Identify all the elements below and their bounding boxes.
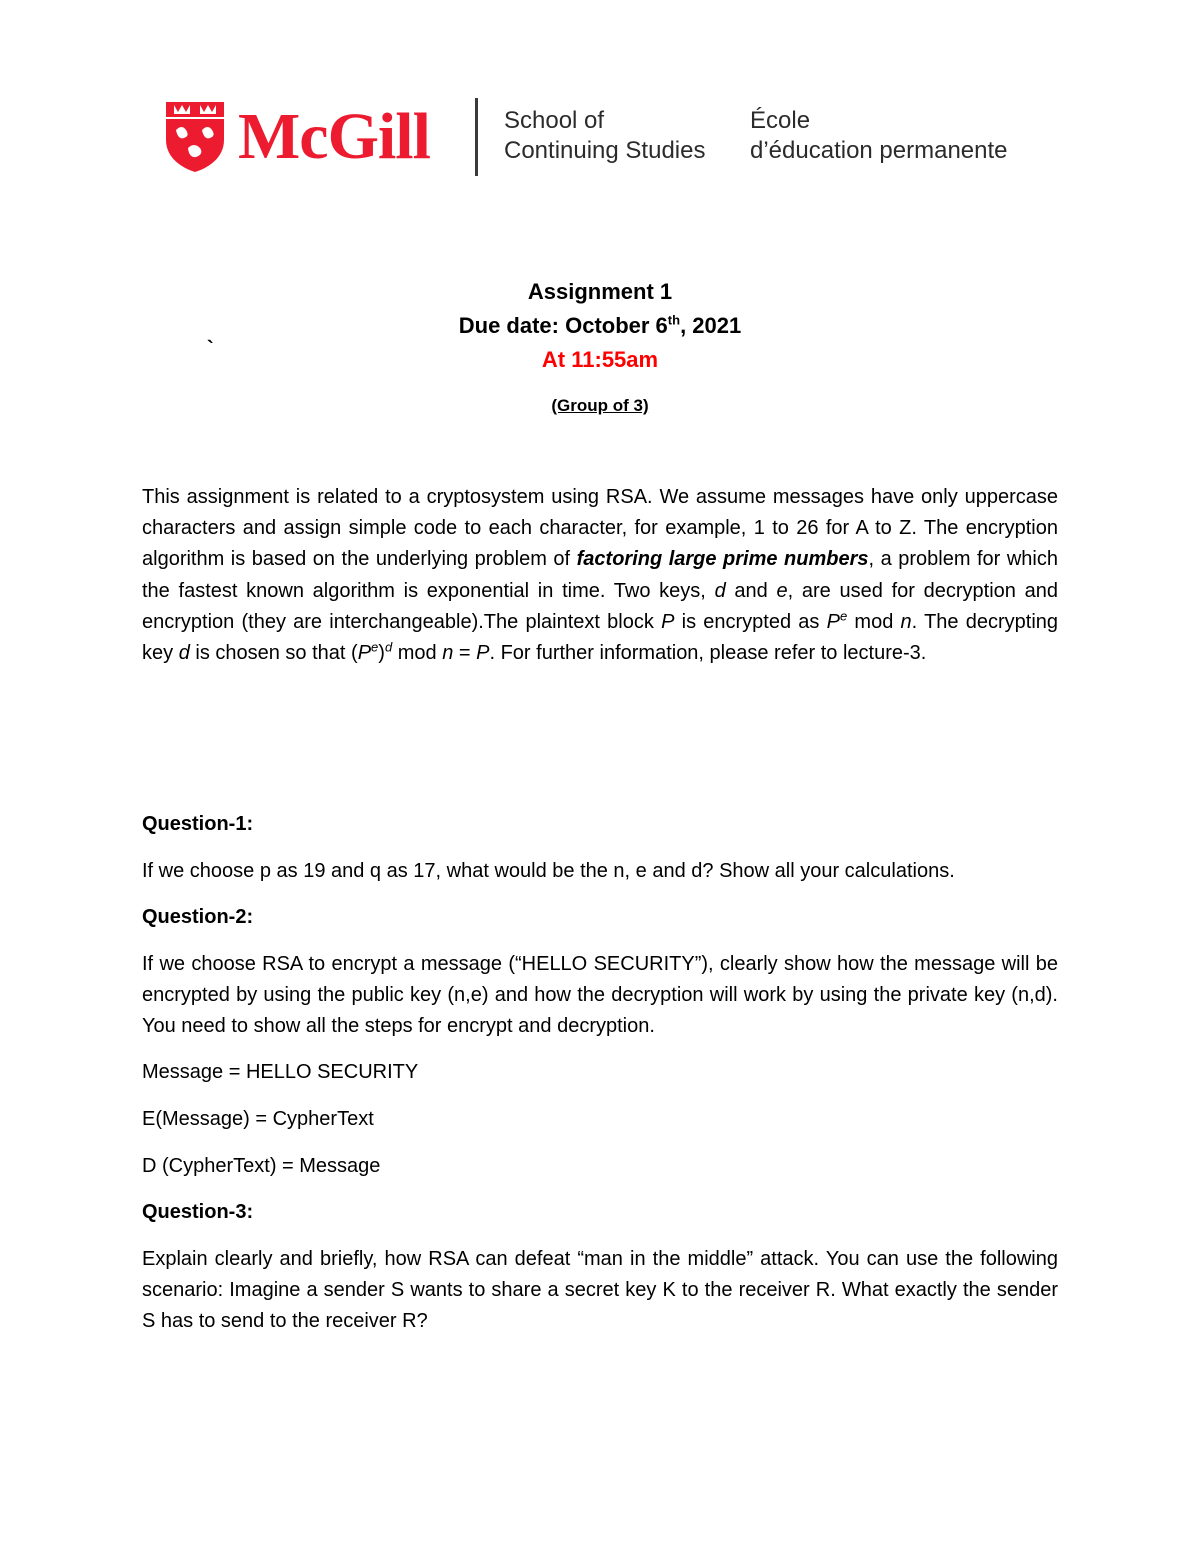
stray-mark: `	[207, 338, 214, 360]
intro-sup-e: e	[839, 608, 848, 624]
school-en-line1: School of	[504, 107, 605, 134]
intro-var-d: d	[714, 579, 726, 602]
intro-equals: =	[453, 642, 477, 665]
intro-text-1: This assignment is related to a cryptosystem using RSA. We assume messages have only uppercase characters and assign simple code to each character, for example, 1 to 26 for A to Z. The encryption algorithm is based on the underlying problem of	[142, 486, 1058, 571]
question-2-text: If we choose RSA to encrypt a message (“HELLO SECURITY”), clearly show how the message will be encrypted by using the public key (n,e) and how the decryption will work by using the private key (n,d). You need to show all the steps for encrypt and decryption.	[142, 953, 1058, 1037]
intro-text-6: is chosen so that (	[189, 642, 358, 665]
intro-emphasis: factoring large prime numbers	[576, 548, 869, 571]
intro-mod2: mod	[392, 642, 443, 665]
intro-text-4: is encrypted as	[674, 610, 827, 633]
intro-text-5: . The decrypting key	[142, 610, 1059, 665]
school-name-fr	[750, 106, 1008, 166]
question-2-decrypt: D (CypherText) = Message	[142, 1155, 381, 1177]
due-time: At 11:55am	[541, 347, 659, 372]
intro-var-p: P	[661, 610, 675, 633]
school-fr-line1: École	[750, 107, 811, 134]
question-3-text: Explain clearly and briefly, how RSA can defeat “man in the middle” attack. You can use the following scenario: Imagine a sender S wants to share a secret key K to the receiver R. What exactly the sender S has to send to the receiver R?	[142, 1248, 1058, 1332]
question-1-heading: Question-1:	[142, 813, 254, 835]
question-3-heading: Question-3:	[142, 1201, 254, 1223]
mcgill-crest-icon	[164, 100, 226, 174]
intro-sup-e2: e	[371, 639, 379, 655]
intro-var-p4: P	[476, 642, 490, 665]
intro-var-p3: P	[357, 642, 372, 665]
intro-var-p2: P	[826, 610, 840, 633]
intro-mod: mod	[847, 610, 901, 633]
question-2-heading: Question-2:	[142, 906, 254, 928]
intro-var-d2: d	[178, 642, 190, 665]
intro-var-e: e	[776, 579, 788, 602]
intro-close-paren: )	[378, 642, 385, 665]
intro-paragraph	[142, 482, 1058, 669]
group-size: (Group of 3)	[551, 396, 649, 415]
intro-var-n2: n	[442, 642, 454, 665]
intro-text-3: , are used for decryption and encryption (they are interchangeable).The plaintext block	[142, 579, 1058, 633]
intro-text-2: , a problem for which the fastest known algorithm is exponential in time. Two keys,	[142, 548, 1058, 602]
assignment-title: Assignment 1	[527, 279, 673, 304]
intro-and: and	[725, 579, 777, 602]
school-en-line2: Continuing Studies	[504, 137, 706, 164]
due-date-year: , 2021	[680, 313, 742, 338]
due-date-text: Due date: October 6	[458, 313, 668, 338]
school-name-en	[504, 106, 705, 166]
due-date	[0, 309, 1200, 343]
intro-text-7: . For further information, please refer to lecture-3.	[489, 642, 927, 665]
due-date-ordinal: th	[667, 312, 681, 328]
question-2-encrypt: E(Message) = CypherText	[142, 1108, 374, 1130]
intro-var-n: n	[900, 610, 912, 633]
mcgill-header	[164, 96, 1044, 180]
header-divider	[475, 98, 478, 176]
question-2-message: Message = HELLO SECURITY	[142, 1061, 419, 1083]
school-fr-line2: d’éducation permanente	[750, 137, 1008, 164]
question-1-text: If we choose p as 19 and q as 17, what would be the n, e and d? Show all your calculations.	[142, 860, 955, 882]
assignment-title-block	[0, 275, 1200, 377]
intro-sup-d: d	[384, 639, 393, 655]
mcgill-wordmark: McGill	[238, 100, 430, 173]
